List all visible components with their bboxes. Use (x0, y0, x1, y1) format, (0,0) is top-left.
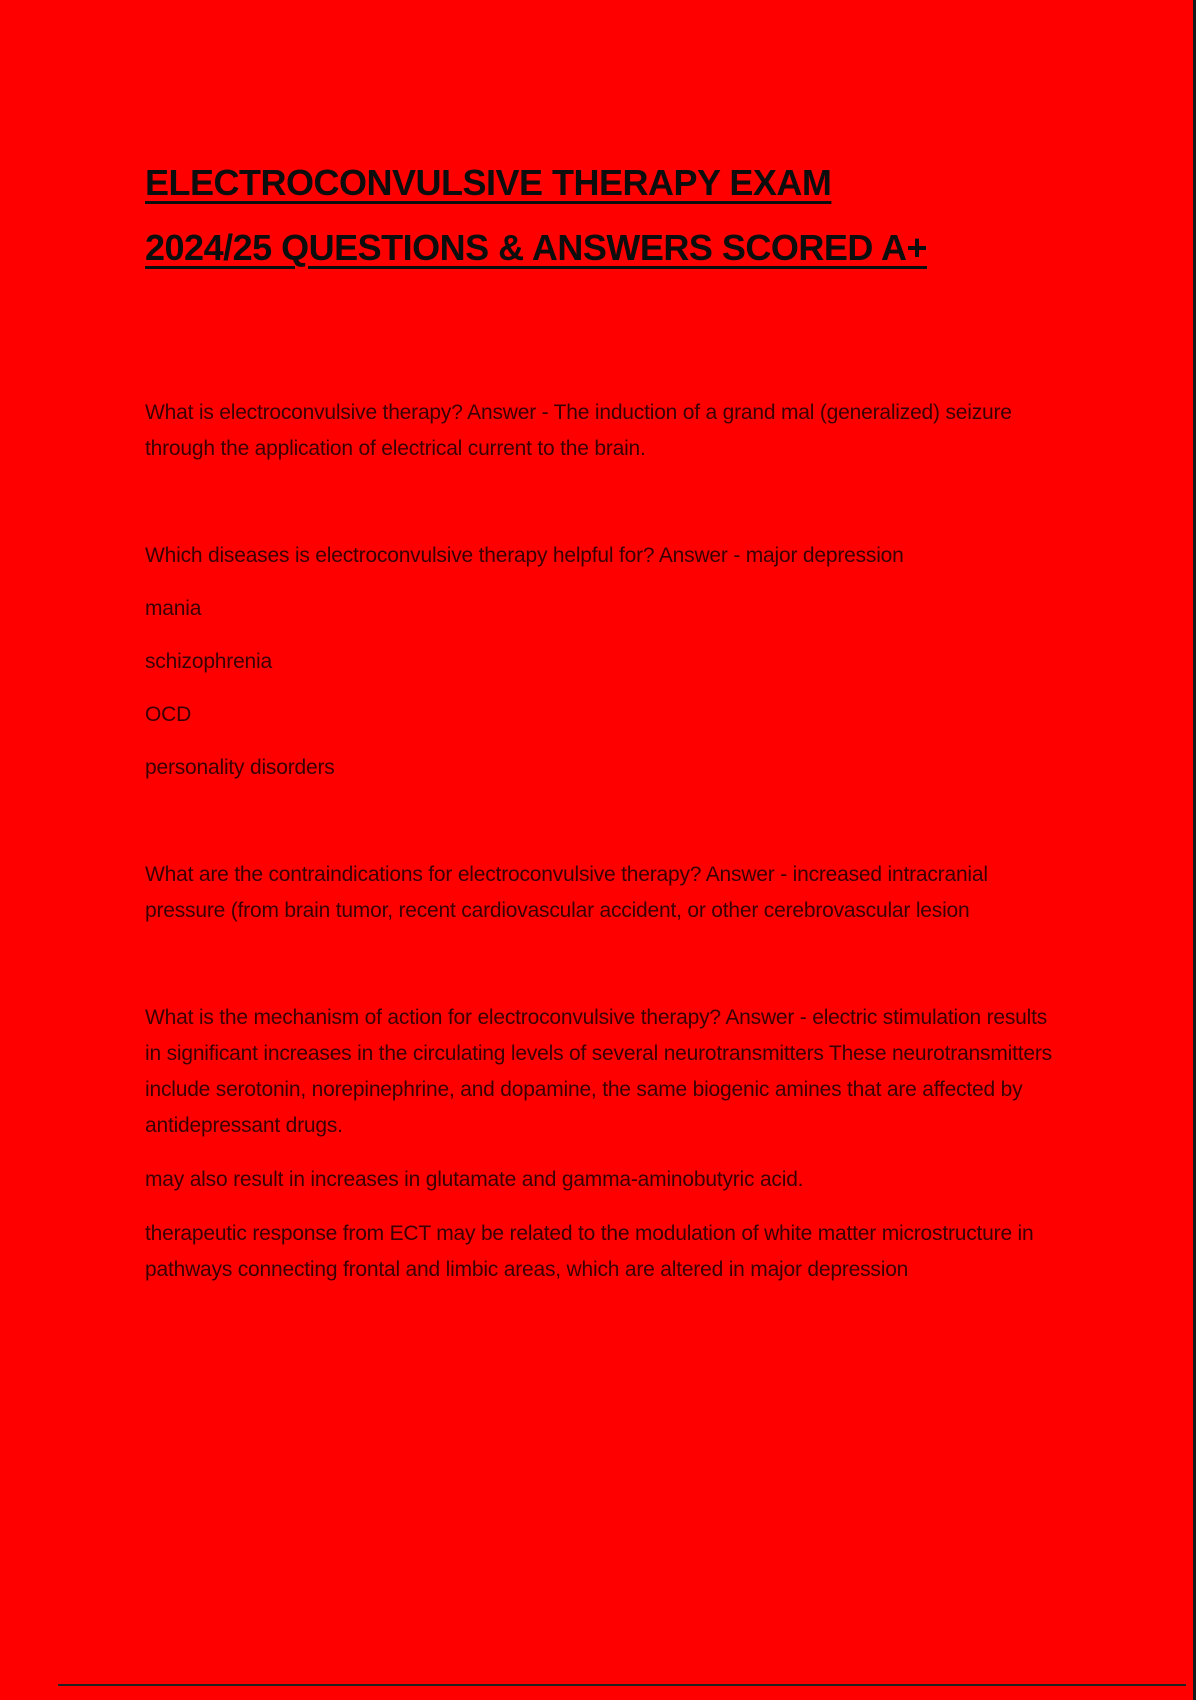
qa-text: What is electroconvulsive therapy? Answer - The induction of a grand mal (generalized) seizure through the application of electrical current to the brain. (145, 401, 1012, 460)
qa-text: Which diseases is electroconvulsive therapy helpful for? Answer - major depression (145, 544, 904, 567)
page-edge (1193, 0, 1196, 1700)
answer-line: mania (145, 597, 202, 620)
answer-line: therapeutic response from ECT may be related to the modulation of white matter microstructure in pathways connecting frontal and limbic areas, which are altered in major depression (145, 1222, 1034, 1281)
document-title (145, 150, 1105, 280)
qa-block (145, 1000, 1065, 1288)
footer-rule (58, 1684, 1186, 1686)
qa-block (145, 395, 1065, 467)
answer-line: may also result in increases in glutamate and gamma-aminobutyric acid. (145, 1168, 804, 1191)
document-body (145, 395, 1065, 1359)
title-line: ELECTROCONVULSIVE THERAPY EXAM (145, 162, 832, 203)
answer-line: personality disorders (145, 756, 335, 779)
answer-line: schizophrenia (145, 650, 272, 673)
title-line: 2024/25 QUESTIONS & ANSWERS SCORED A+ (145, 227, 928, 268)
qa-block (145, 857, 1065, 929)
qa-block (145, 538, 1065, 786)
qa-text: What are the contraindications for electroconvulsive therapy? Answer - increased intracranial pressure (from brain tumor, recent cardiovascular accident, or other cerebrovascular lesion (145, 863, 988, 922)
answer-line: OCD (145, 703, 192, 726)
qa-text: What is the mechanism of action for electroconvulsive therapy? Answer - electric stimulation results in significant increases in the circulating levels of several neurotransmitters These neurotransmitters include serotonin, norepinephrine, and dopamine, the same biogenic amines that are affected by antidepressant drugs. (145, 1006, 1052, 1137)
